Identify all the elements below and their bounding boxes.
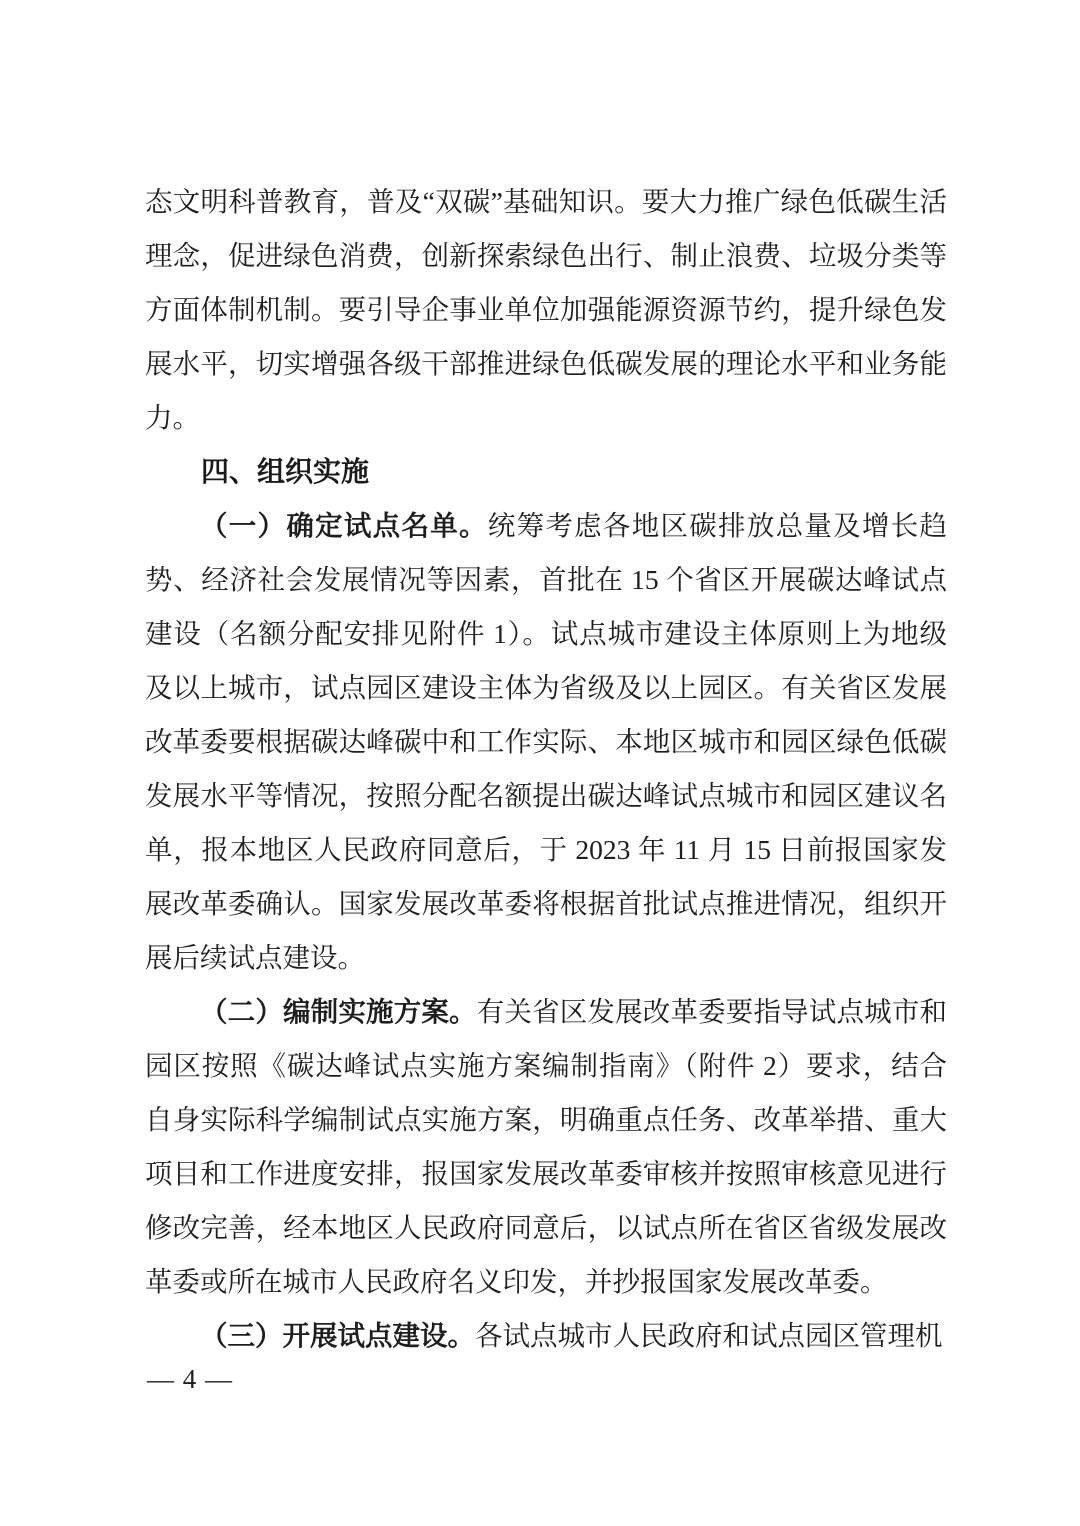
item-paragraph (145, 499, 947, 985)
item-lead-label: （二）编制实施方案。 (200, 996, 477, 1027)
item-body-text: 各试点城市人民政府和试点园区管理机 (475, 1320, 943, 1351)
item-paragraph (145, 985, 947, 1309)
item-body-text: 统筹考虑各地区碳排放总量及增长趋势、经济社会发展情况等因素，首批在 15 个省区开展碳达峰试点建设（名额分配安排见附件 1）。试点城市建设主体原则上为地级及以上城市，试点园区建设主体为省级及以上园区。有关省区发展改革委要根据碳达峰碳中和工作实际、本地区城市和园区绿色低碳发展水平等情况，按照分配名额提出碳达峰试点城市和园区建议名单，报本地区人民政府同意后，于 2023 年 11 月 15 日前报国家发展改革委确认。国家发展改革委将根据首批试点推进情况，组织开展后续试点建设。 (145, 510, 948, 973)
item-paragraph (145, 1309, 947, 1363)
document-body (145, 175, 947, 1363)
section-heading: 四、组织实施 (201, 456, 370, 487)
item-lead-label: （三）开展试点建设。 (200, 1320, 475, 1351)
item-lead-label: （一）确定试点名单。 (200, 510, 488, 541)
item-body-text: 有关省区发展改革委要指导试点城市和园区按照《碳达峰试点实施方案编制指南》（附件 2）要求，结合自身实际科学编制试点实施方案，明确重点任务、改革举措、重大项目和工作进度安排，报国家发展改革委审核并按照审核意见进行修改完善，经本地区人民政府同意后，以试点所在省区省级发展改革委或所在城市人民政府名义印发，并抄报国家发展改革委。 (145, 996, 948, 1297)
page-number: — 4 — (147, 1364, 233, 1394)
body-paragraph: 态文明科普教育，普及“双碳”基础知识。要大力推广绿色低碳生活理念，促进绿色消费，创新探索绿色出行、制止浪费、垃圾分类等方面体制机制。要引导企事业单位加强能源资源节约，提升绿色发展水平，切实增强各级干部推进绿色低碳发展的理论水平和业务能力。 (145, 186, 947, 433)
